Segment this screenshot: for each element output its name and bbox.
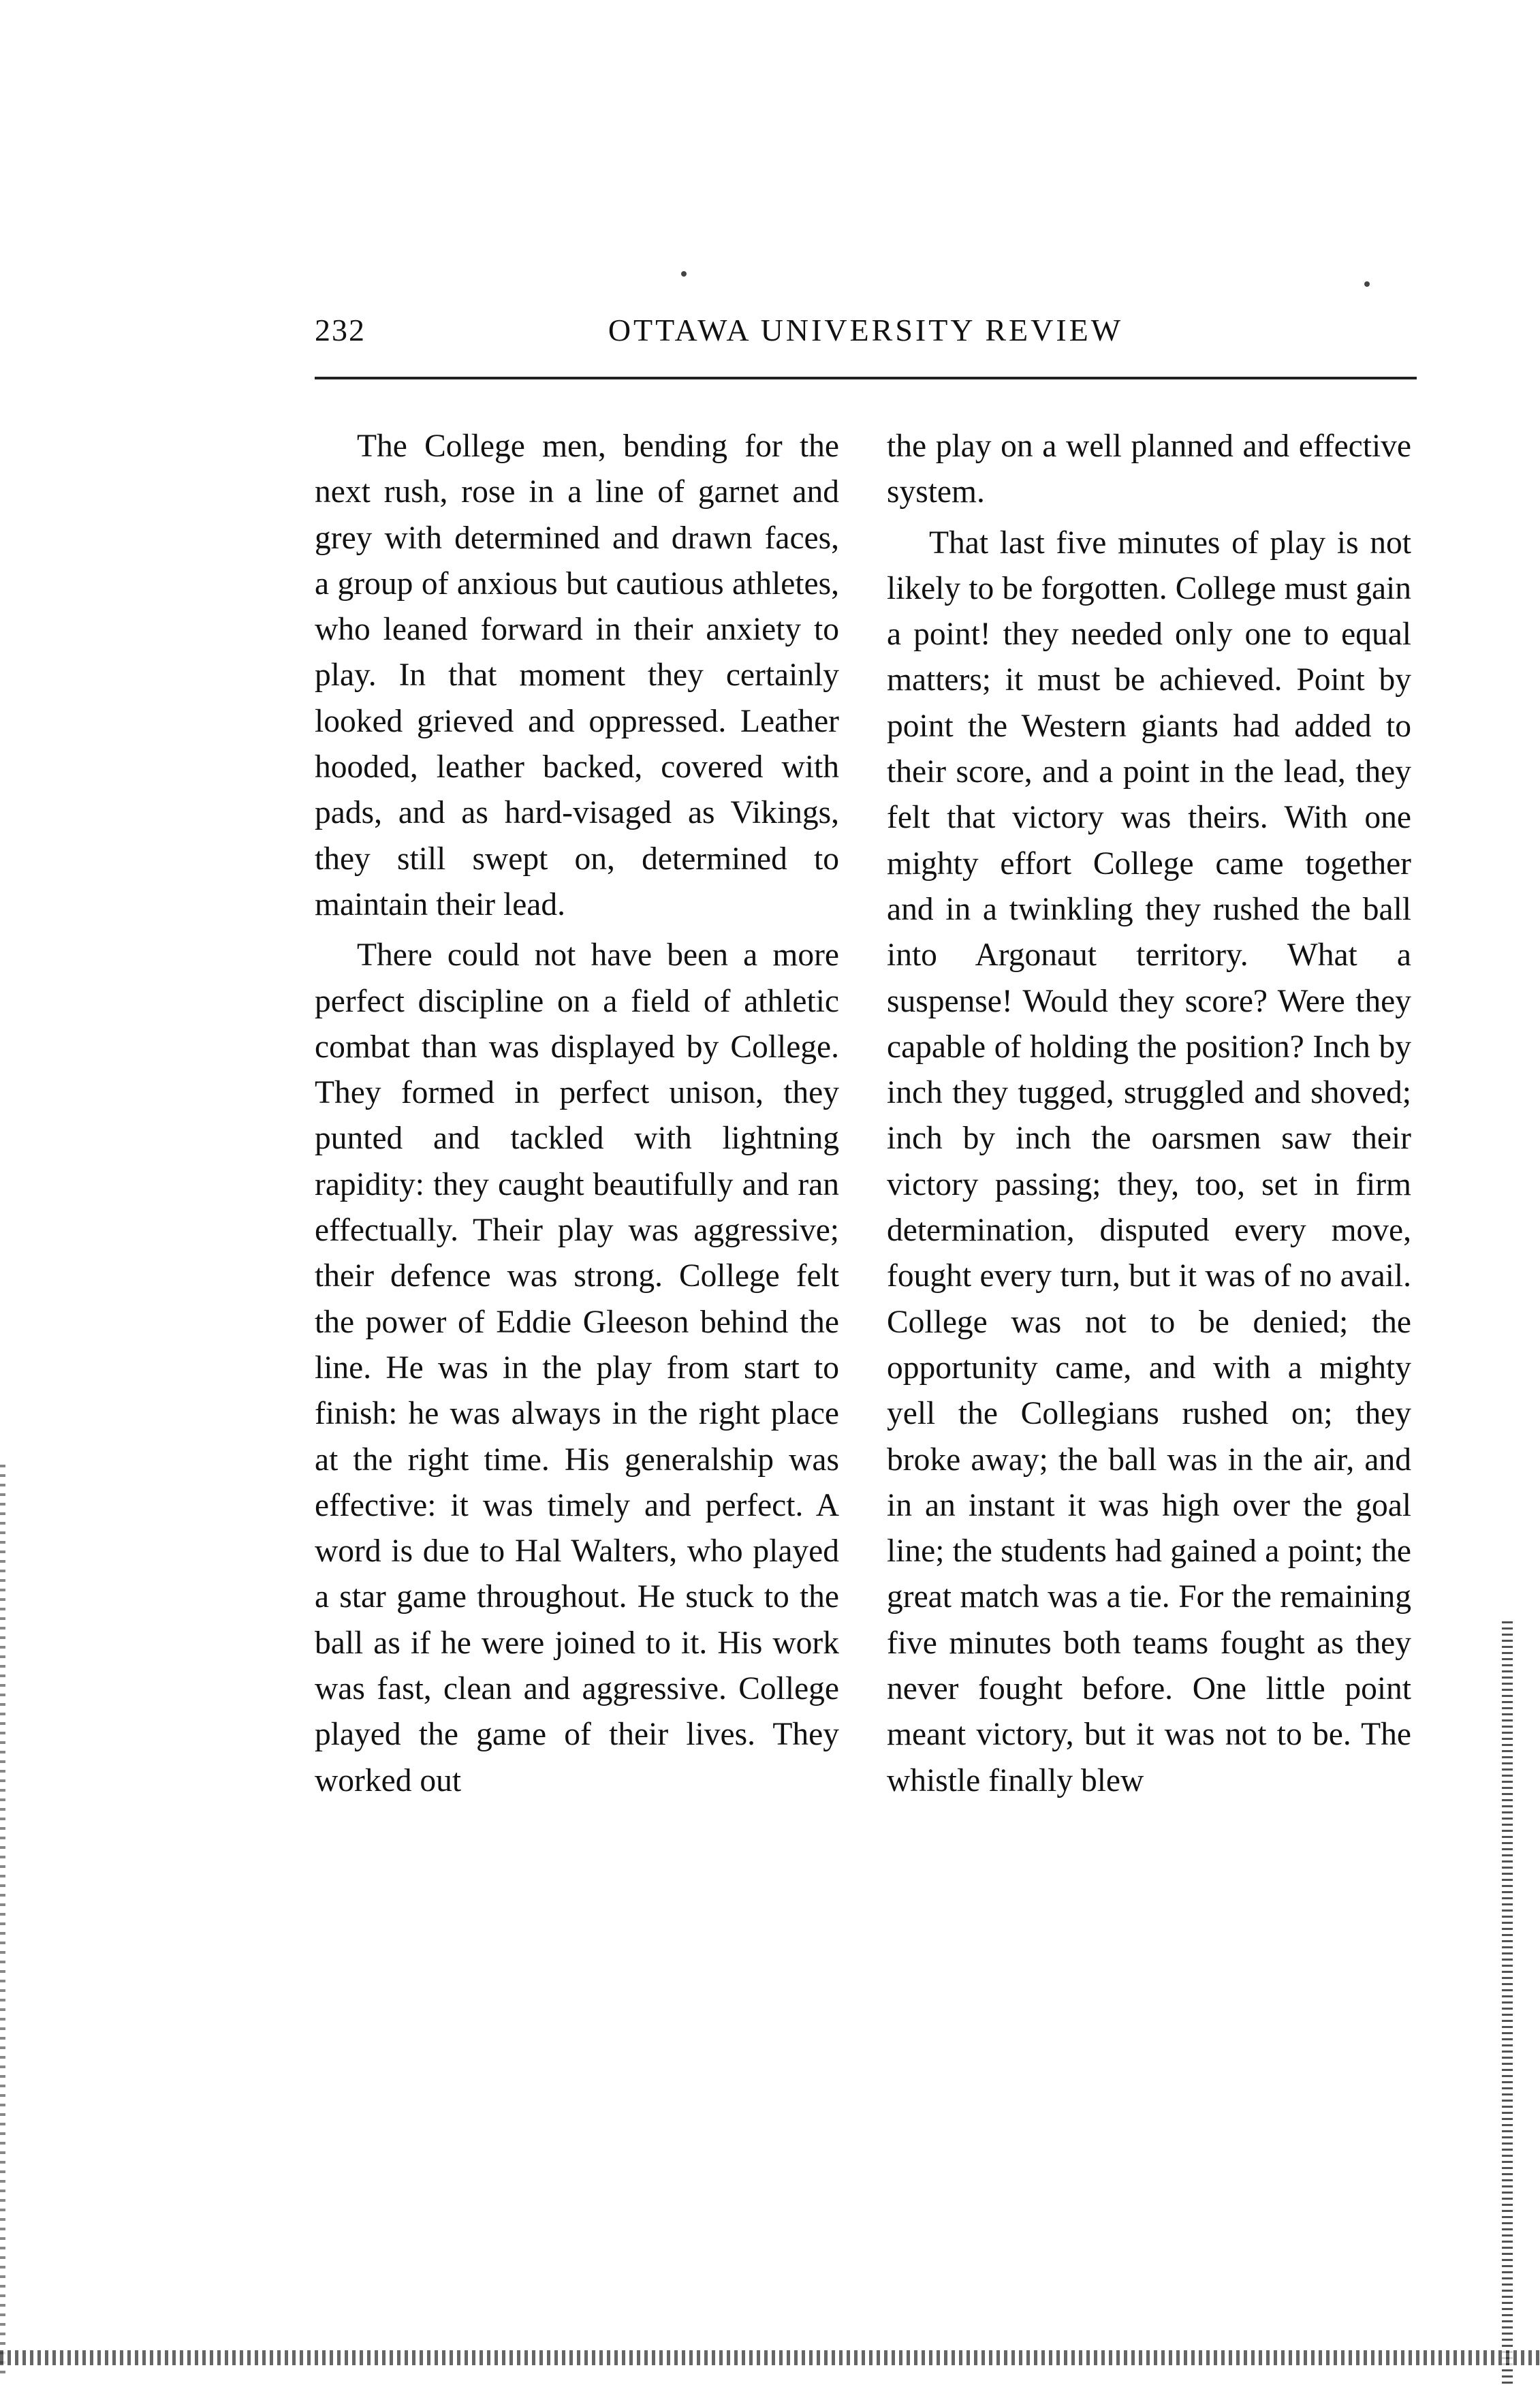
scan-edge-right: [1502, 1621, 1513, 2384]
page-number: 232: [315, 313, 366, 347]
print-speck: [681, 271, 687, 277]
page-header: [315, 312, 1417, 360]
header-rule: [315, 377, 1417, 379]
paragraph: The College men, bending for the next rush, rose in a line of garnet and grey with determined and drawn faces, a group of anxious but cautious athletes, who leaned forward in their anxiety to play. In that moment they certainly looked grieved and oppressed. Leather hooded, leather backed, covered with pads, and as hard-visaged as Vikings, they still swept on, determined to maintain their lead.: [315, 428, 839, 922]
scan-edge-left: [0, 1465, 5, 2378]
paragraph-continued: the play on a well planned and effective system.: [887, 428, 1411, 510]
scan-edge-bottom: [0, 2350, 1540, 2365]
left-column: [315, 424, 839, 1804]
print-speck: [1364, 281, 1370, 287]
running-head: OTTAWA UNIVERSITY REVIEW: [608, 313, 1124, 347]
right-column: [887, 424, 1411, 1804]
paragraph: There could not have been a more perfect discipline on a field of athletic combat than was displayed by College. They formed in perfect unison, they punted and tackled with lightning rapidity: they caught beautifully and ran effectually. Their play was aggressive; their defence was strong. College felt the power of Eddie Gleeson behind the line. He was in the play from start to finish: he was always in the right place at the right time. His generalship was effective: it was timely and perfect. A word is due to Hal Walters, who played a star game throughout. He stuck to the ball as if he were joined to it. His work was fast, clean and aggressive. College played the game of their lives. They worked out: [315, 937, 839, 1798]
paragraph: That last five minutes of play is not likely to be forgotten. College must gain a point! they needed only one to equal matters; it must be achieved. Point by point the Western giants had added to their score, and a point in the lead, they felt that victory was theirs. With one mighty effort College came together and in a twinkling they rushed the ball into Argonaut territory. What a suspense! Would they score? Were they capable of holding the position? Inch by inch they tugged, struggled and shoved; inch by inch the oarsmen saw their victory passing; they, too, set in firm determination, disputed every move, fought every turn, but it was of no avail. College was not to be denied; the opportunity came, and with a mighty yell the Collegians rushed on; they broke away; the ball was in the air, and in an instant it was high over the goal line; the students had gained a point; the great match was a tie. For the remaining five minutes both teams fought as they never fought before. One little point meant victory, but it was not to be. The whistle finally blew: [887, 525, 1411, 1798]
